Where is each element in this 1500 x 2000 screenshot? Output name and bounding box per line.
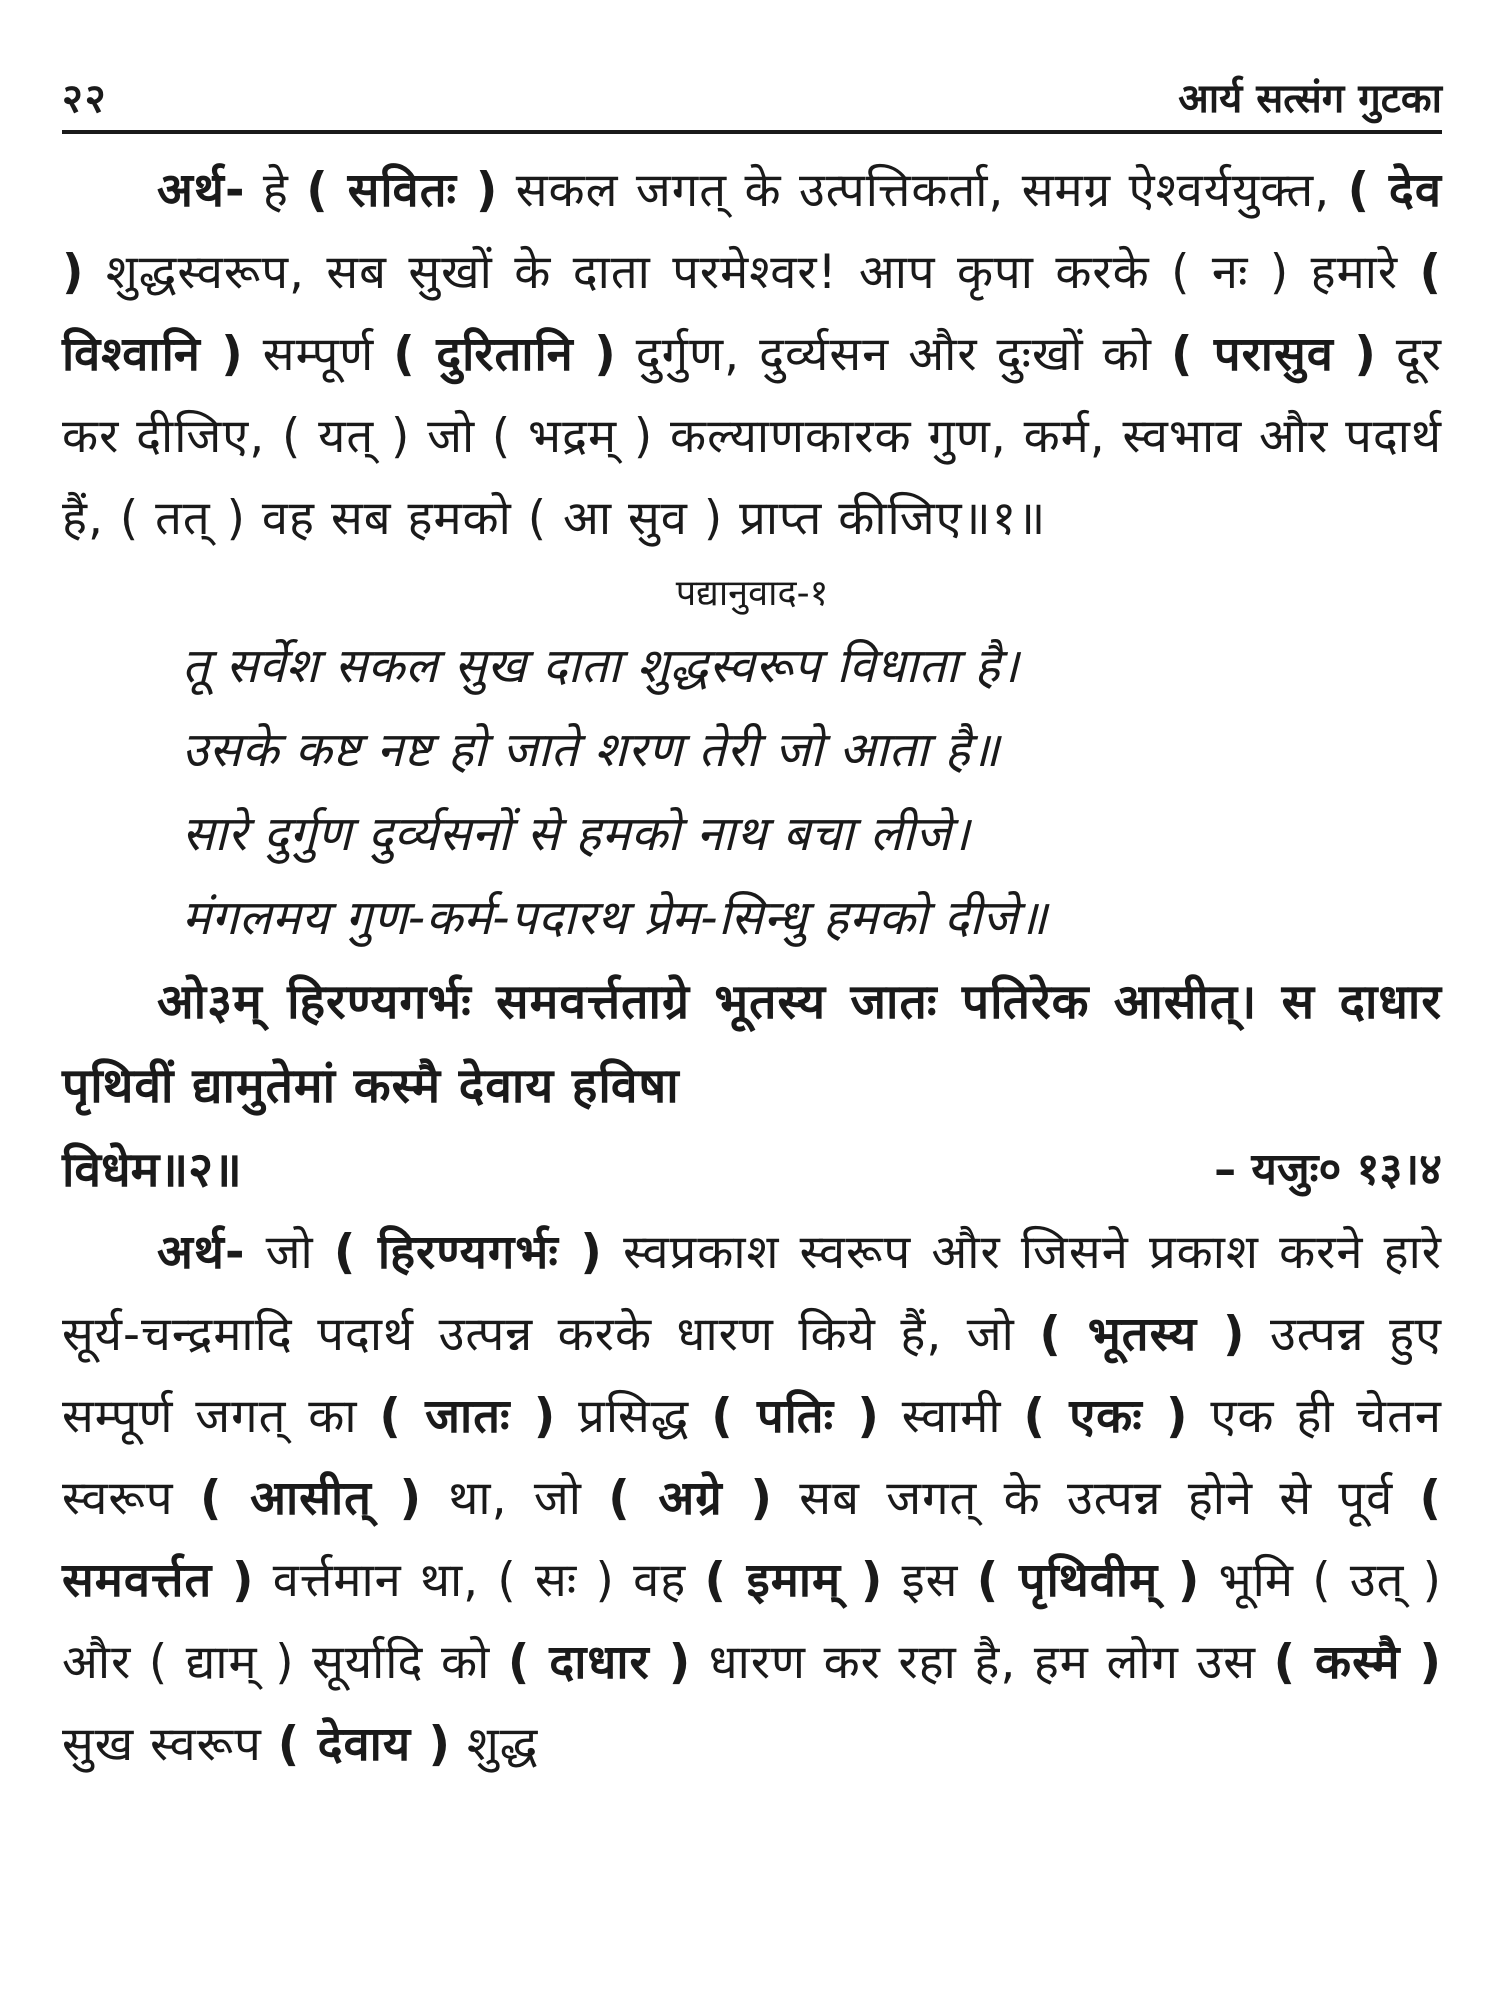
term: ( जातः ) [379,1389,557,1444]
text-run: सम्पूर्ण [243,327,394,382]
term: ( पतिः ) [711,1389,880,1444]
verse-translation-title: पद्यानुवाद-१ [675,573,829,614]
meaning-label: अर्थ- [157,163,246,218]
term: ( दाधार ) [507,1635,692,1690]
verse-block [182,624,1442,960]
term: ( देवाय ) [277,1717,451,1772]
verse-line: उसके कष्ट नष्ट हो जाते शरण तेरी जो आता है॥ [182,722,1000,778]
meaning-paragraph-2 [62,1212,1442,1786]
text-run: था, जो [422,1471,609,1526]
text-run: सब जगत् के उत्पन्न होने से पूर्व [773,1471,1420,1526]
text-run: सकल जगत् के उत्पत्तिकर्ता, समग्र ऐश्वर्ययुक्त, [498,163,1348,218]
text-run: स्वामी [879,1389,1024,1444]
term: ( पृथिवीम् ) [976,1553,1201,1608]
term: ( समवर्त्तत ) [62,1471,1442,1608]
text-run: धारण कर रहा है, हम लोग उस [691,1635,1274,1690]
term: ( एकः ) [1023,1389,1189,1444]
mantra-last-line [62,1128,1442,1212]
text-run: भूमि ( उत् ) और ( द्याम् ) सूर्यादि को [62,1553,1442,1690]
term: ( इमाम् ) [704,1553,884,1608]
page-number: २२ [62,76,108,122]
text-run: एक ही चेतन स्वरूप [62,1389,1443,1526]
term: ( हिरण्यगर्भः ) [333,1225,603,1280]
meaning-label: अर्थ- [157,1225,246,1280]
text-run: शुद्धस्वरूप, सब सुखों के दाता परमेश्वर! आप कृपा करके ( नः ) हमारे [84,245,1420,300]
text-run: दुर्गुण, दुर्व्यसन और दुःखों को [616,327,1171,382]
mantra-ending: विधेम॥२॥ [62,1142,242,1198]
mantra-text: ओ३म् हिरण्यगर्भः समवर्त्तताग्रे भूतस्य जातः पतिरेक आसीत्। स दाधार पृथिवीं द्यामुतेमां कस्मै देवाय हविषा [62,974,1442,1114]
text-run: दूर कर दीजिए, ( यत् ) जो ( भद्रम् ) कल्याणकारक गुण, कर्म, स्वभाव और पदार्थ हैं, ( तत् ) वह सब हमको ( आ सुव ) प्राप्त कीजिए॥१॥ [62,327,1442,546]
page-header [62,58,1442,134]
term: ( देव ) [62,163,1442,300]
meaning-paragraph-1 [62,150,1442,560]
text-run: जो [245,1225,334,1280]
term: ( सवितः ) [306,163,499,218]
page-content [62,150,1442,1786]
verse-line: सारे दुर्गुण दुर्व्यसनों से हमको नाथ बचा लीजे। [182,806,971,862]
text-run: प्रसिद्ध [556,1389,712,1444]
term: ( भूतस्य ) [1039,1307,1246,1362]
term: ( विश्वानि ) [62,245,1442,382]
term: ( परासुव ) [1170,327,1377,382]
verse-line: तू सर्वेश सकल सुख दाता शुद्धस्वरूप विधाता है। [182,638,1020,694]
term: ( दुरितानि ) [393,327,617,382]
term: ( अग्रे ) [608,1471,773,1526]
mantra-reference: – यजुः० १३।४ [1214,1144,1442,1195]
text-run: स्वप्रकाश स्वरूप और जिसने प्रकाश करने हारे सूर्य-चन्द्रमादि पदार्थ उत्पन्न करके धारण किये हैं, जो [62,1225,1442,1362]
text-run: हे [245,163,307,218]
verse-line: मंगलमय गुण-कर्म-पदारथ प्रेम-सिन्धु हमको दीजे॥ [182,890,1048,946]
term: ( कस्मै ) [1273,1635,1443,1690]
text-run: वर्त्तमान था, ( सः ) वह [254,1553,705,1608]
text-run: सुख स्वरूप [62,1717,278,1772]
text-run: शुद्ध [450,1717,539,1772]
text-run: उत्पन्न हुए सम्पूर्ण जगत् का [62,1307,1443,1444]
text-run: इस [883,1553,977,1608]
term: ( आसीत् ) [199,1471,423,1526]
book-title: आर्य सत्संग गुटका [1178,76,1442,122]
